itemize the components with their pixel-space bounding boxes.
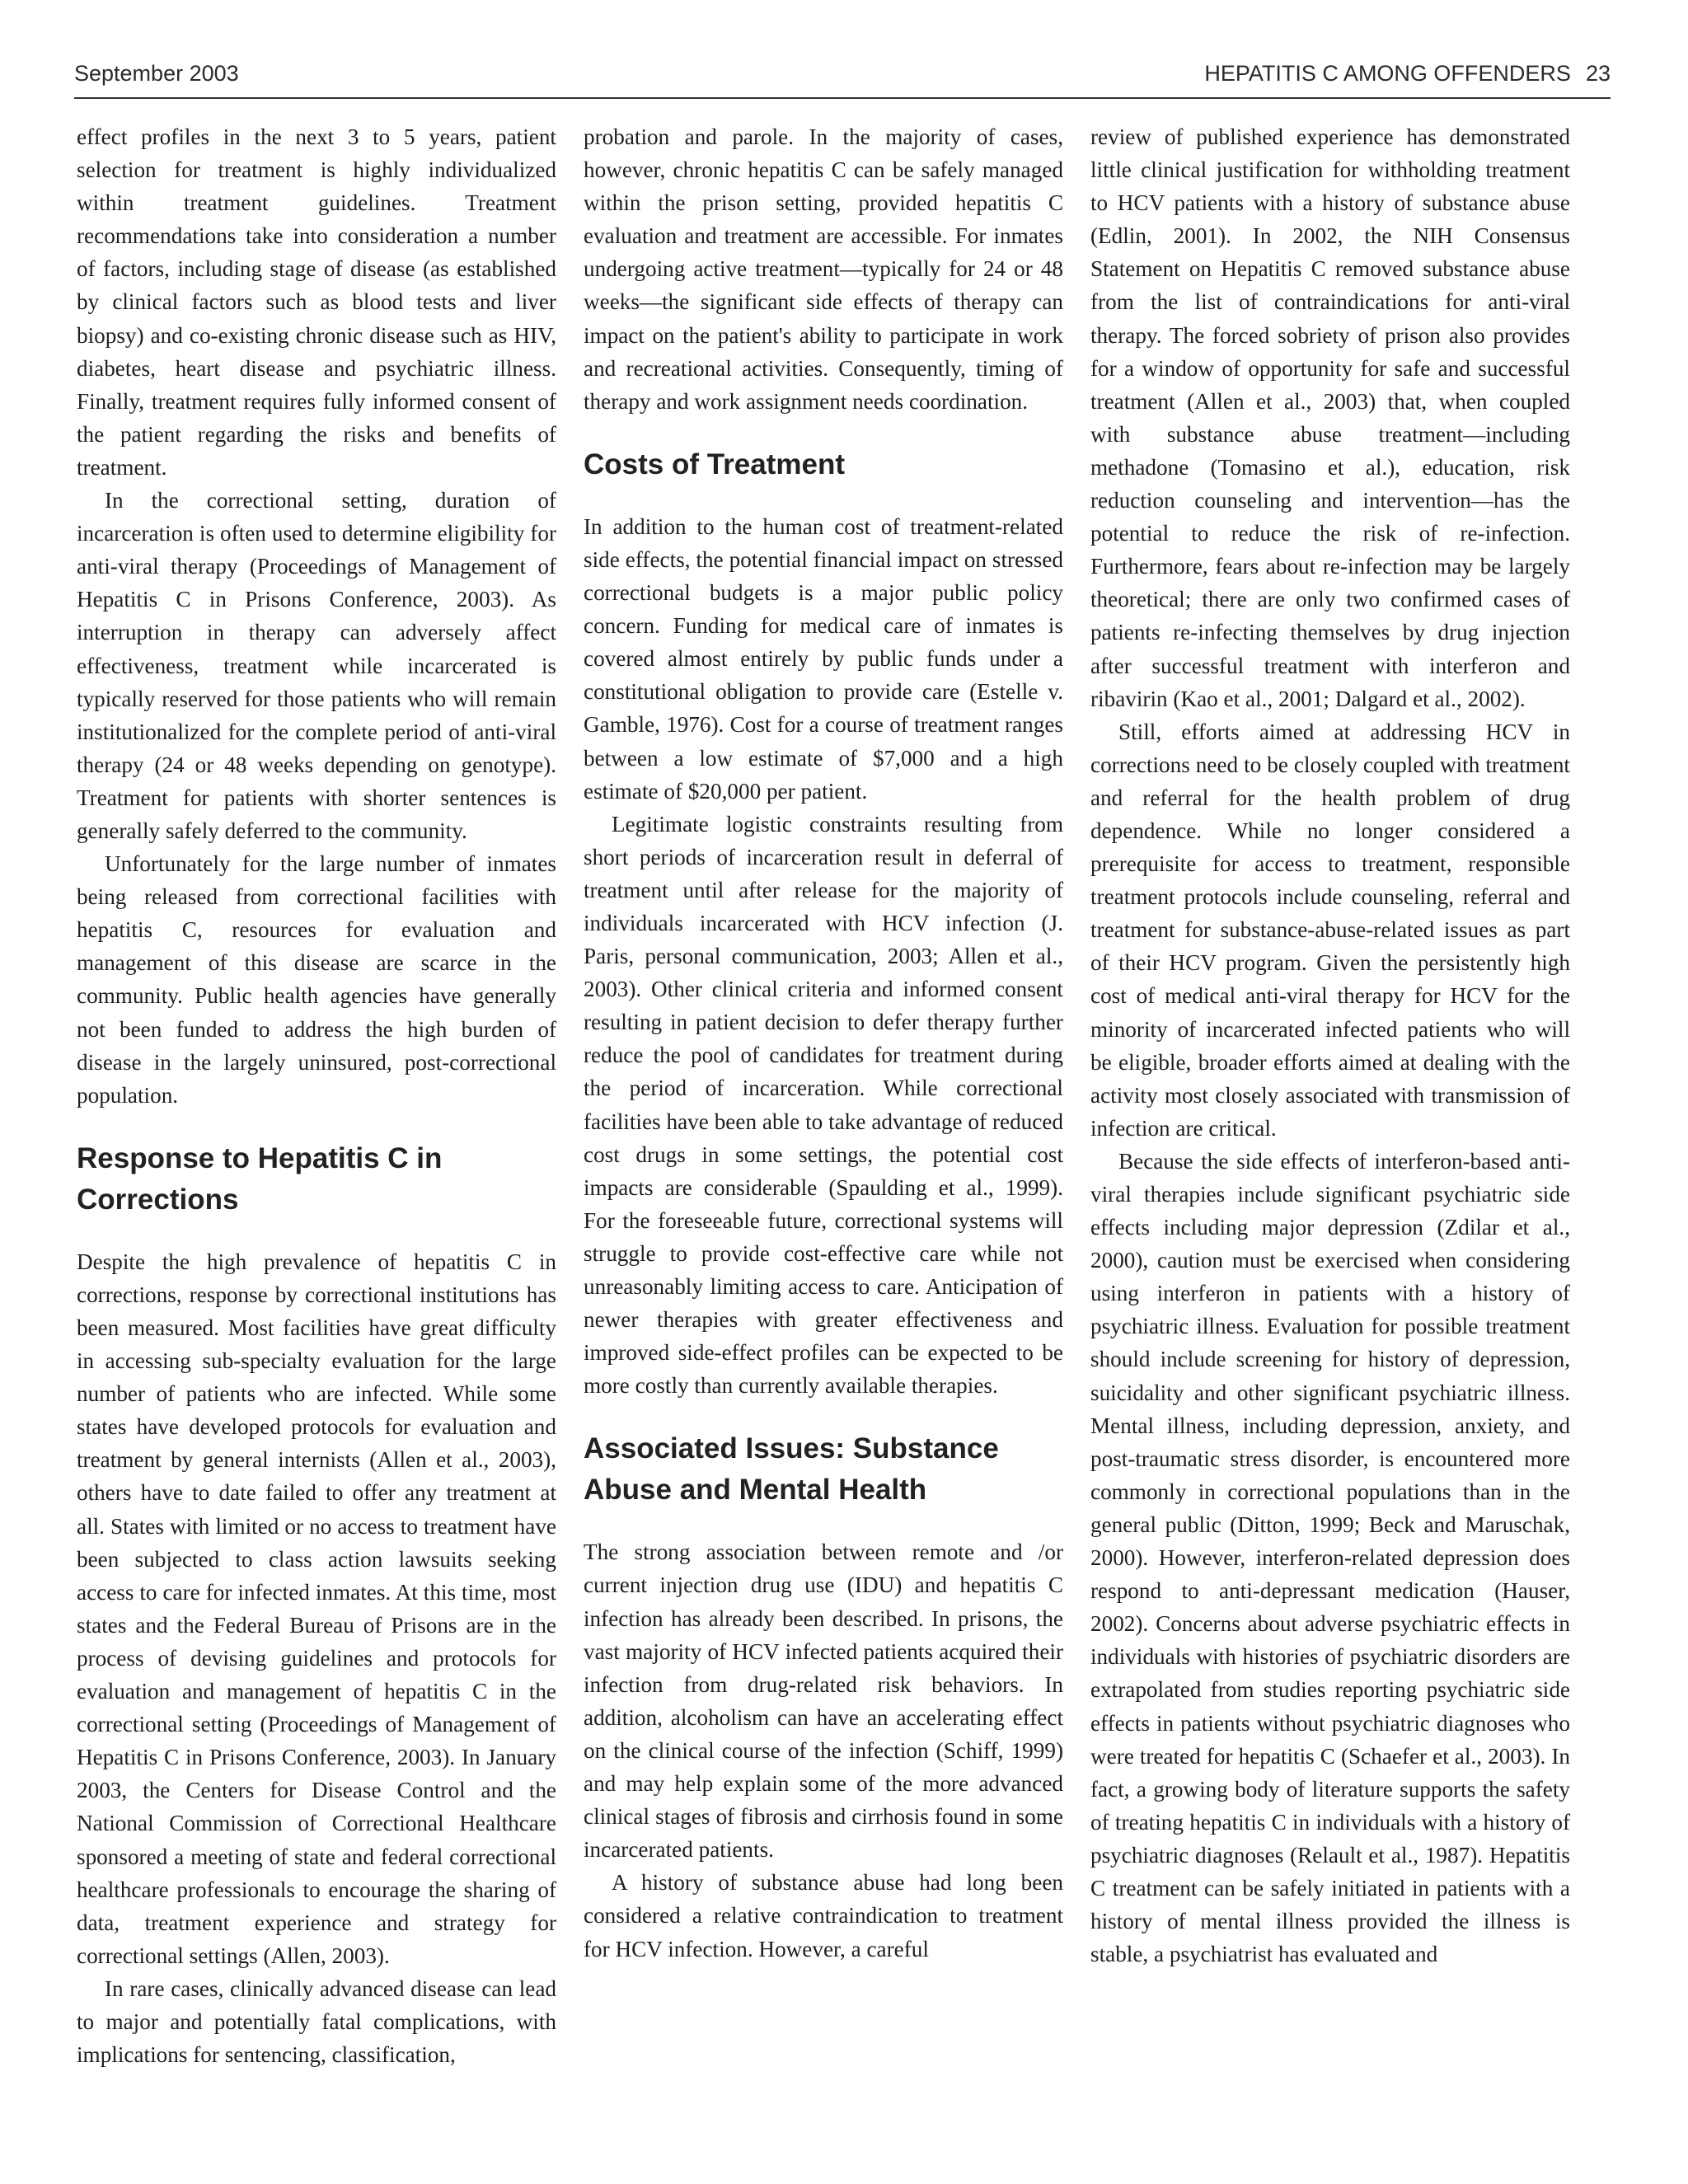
column-3 xyxy=(1090,120,1570,1971)
column-1 xyxy=(77,120,556,2071)
paragraph: probation and parole. In the majority of cases, however, chronic hepatitis C can be safely managed within the prison setting, provided hepatitis C evaluation and treatment are accessible. For inmates undergoing active treatment—typically for 24 or 48 weeks—the significant side effects of therapy can impact on the patient's ability to participate in work and recreational activities. Consequently, timing of therapy and work assignment needs coordination. xyxy=(584,124,1063,414)
section-heading-costs: Costs of Treatment xyxy=(584,448,845,480)
paragraph: In addition to the human cost of treatment-related side effects, the potential financial impact on stressed correctional budgets is a major public policy concern. Funding for medical care of inmates is covered almost entirely by public funds under a constitutional obligation to provide care (Estelle v. Gamble, 1976). Cost for a course of treatment ranges between a low estimate of $7,000 and a high estimate of $20,000 per patient. xyxy=(584,513,1063,804)
paragraph: review of published experience has demonstrated little clinical justification for withholding treatment to HCV patients with a history of substance abuse (Edlin, 2001). In 2002, the NIH Consensus Statement on Hepatitis C removed substance abuse from the list of contraindications for anti-viral therapy. The forced sobriety of prison also provides for a window of opportunity for safe and successful treatment (Allen et al., 2003) that, when coupled with substance abuse treatment—including methadone (Tomasino et al.), education, risk reduction counseling and intervention—has the potential to reduce the risk of re-infection. Furthermore, fears about re-infection may be largely theoretical; there are only two confirmed cases of patients re-infecting themselves by drug injection after successful treatment with interferon and ribavirin (Kao et al., 2001; Dalgard et al., 2002). xyxy=(1090,124,1570,711)
issue-date: September 2003 xyxy=(74,61,239,86)
paragraph: A history of substance abuse had long been considered a relative contraindication to treatment for HCV infection. However, a careful xyxy=(584,1870,1063,1961)
running-title: HEPATITIS C AMONG OFFENDERS xyxy=(1204,61,1571,86)
paragraph: Unfortunately for the large number of inmates being released from correctional facilities with hepatitis C, resources for evaluation and management of this disease are scarce in the community. Public health agencies have generally not been funded to address the high burden of disease in the largely uninsured, post-correctional population. xyxy=(77,851,556,1108)
paragraph: Still, efforts aimed at addressing HCV in corrections need to be closely coupled with treatment and referral for the health problem of drug dependence. While no longer considered a prerequisite for access to treatment, responsible treatment protocols include counseling, referral and treatment for substance-abuse-related issues as part of their HCV program. Given the persistently high cost of medical anti-viral therapy for HCV for the minority of incarcerated infected patients who will be eligible, broader efforts aimed at dealing with the activity most closely associated with transmission of infection are critical. xyxy=(1090,719,1570,1141)
section-heading-response: Response to Hepatitis C in Corrections xyxy=(77,1141,443,1216)
paragraph: Legitimate logistic constraints resulting from short periods of incarceration result in deferral of treatment until after release for the majority of individuals incarcerated with HCV infection (J. Paris, personal communication, 2003; Allen et al., 2003). Other clinical criteria and informed consent resulting in patient decision to defer therapy further reduce the pool of candidates for treatment during the period of incarceration. While correctional facilities have been able to take advantage of reduced cost drugs in some settings, the potential cost impacts are considerable (Spaulding et al., 1999). For the foreseeable future, correctional systems will struggle to provide cost-effective care while not unreasonably limiting access to care. Anticipation of newer therapies with greater effectiveness and improved side-effect profiles can be expected to be more costly than currently available therapies. xyxy=(584,811,1063,1399)
paragraph: Because the side effects of interferon-based anti-viral therapies include significant psychiatric side effects including major depression (Zdilar et al., 2000), caution must be exercised when considering using interferon in patients with a history of psychiatric illness. Evaluation for possible treatment should include screening for history of depression, suicidality and other significant psychiatric illness. Mental illness, including depression, anxiety, and post-traumatic stress disorder, is encountered more commonly in correctional populations than in the general public (Ditton, 1999; Beck and Maruschak, 2000). However, interferon-related depression does respond to anti-depressant medication (Hauser, 2002). Concerns about adverse psychiatric effects in individuals with histories of psychiatric disorders are extrapolated from studies reporting psychiatric side effects in patients without psychiatric diagnoses who were treated for hepatitis C (Schaefer et al., 2003). In fact, a growing body of literature supports the safety of treating hepatitis C in individuals with a history of psychiatric diagnoses (Relault et al., 1987). Hepatitis C treatment can be safely initiated in patients with a history of mental illness provided the illness is stable, a psychiatrist has evaluated and xyxy=(1090,1148,1570,1967)
paragraph: The strong association between remote and /or current injection drug use (IDU) and hepatitis C infection has already been described. In prisons, the vast majority of HCV infected patients acquired their infection from drug-related risk behaviors. In addition, alcoholism can have an accelerating effect on the clinical course of the infection (Schiff, 1999) and may help explain some of the more advanced clinical stages of fibrosis and cirrhosis found in some incarcerated patients. xyxy=(584,1540,1063,1863)
page-number: 23 xyxy=(1585,61,1611,86)
section-heading-associated-issues: Associated Issues: Substance Abuse and Mental Health xyxy=(584,1432,999,1507)
paragraph: effect profiles in the next 3 to 5 years, patient selection for treatment is highly individualized within treatment guidelines. Treatment recommendations take into consideration a number of factors, including stage of disease (as established by clinical factors such as blood tests and liver biopsy) and co-existing chronic disease such as HIV, diabetes, heart disease and psychiatric illness. Finally, treatment requires fully informed consent of the patient regarding the risks and benefits of treatment. xyxy=(77,124,556,480)
page-header xyxy=(74,58,1611,99)
paragraph: In rare cases, clinically advanced disease can lead to major and potentially fatal complications, with implications for sentencing, classification, xyxy=(77,1975,556,2068)
paragraph: In the correctional setting, duration of incarceration is often used to determine eligibility for anti-viral therapy (Proceedings of Management of Hepatitis C in Prisons Conference, 2003). As interruption in therapy can adversely affect effectiveness, treatment while incarcerated is typically reserved for those patients who will remain institutionalized for the complete period of anti-viral therapy (24 or 48 weeks depending on genotype). Treatment for patients with shorter sentences is generally safely deferred to the community. xyxy=(77,488,556,843)
running-header xyxy=(1204,61,1611,87)
paragraph: Despite the high prevalence of hepatitis C in corrections, response by correctional institutions has been measured. Most facilities have great difficulty in accessing sub-specialty evaluation for the large number of patients who are infected. While some states have developed protocols for evaluation and treatment by general internists (Allen et al., 2003), others have to date failed to offer any treatment at all. States with limited or no access to treatment have been subjected to class action lawsuits seeking access to care for infected inmates. At this time, most states and the Federal Bureau of Prisons are in the process of devising guidelines and protocols for evaluation and management of hepatitis C in the correctional setting (Proceedings of Management of Hepatitis C in Prisons Conference, 2003). In January 2003, the Centers for Disease Control and the National Commission of Correctional Healthcare sponsored a meeting of state and federal correctional healthcare professionals to encourage the sharing of data, treatment experience and strategy for correctional settings (Allen, 2003). xyxy=(77,1249,556,1968)
column-2 xyxy=(584,120,1063,1966)
